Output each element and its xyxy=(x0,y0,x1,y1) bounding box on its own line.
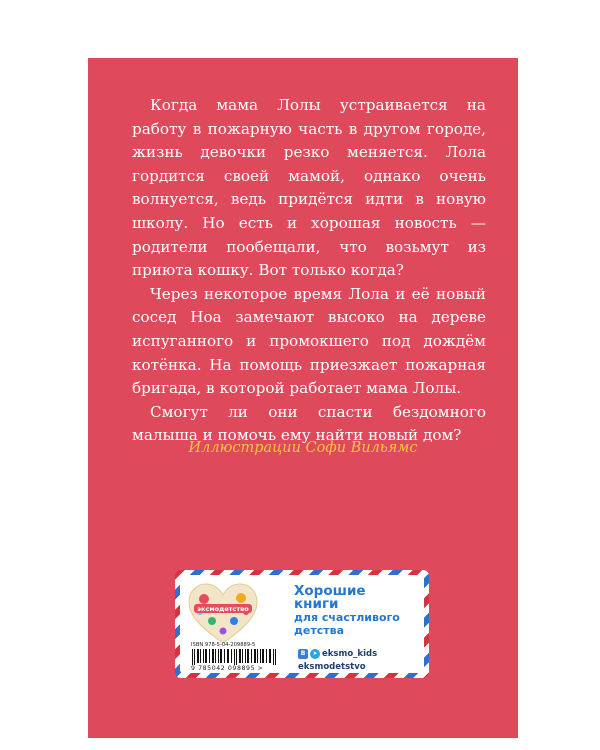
isbn-label: ISBN 978-5-04-209889-5 xyxy=(191,642,256,648)
book-blurb xyxy=(132,94,486,448)
slogan-line-1: Хорошие xyxy=(294,583,366,599)
slogan-line-3: для счастливого xyxy=(294,611,400,624)
slogan-line-2: книги xyxy=(294,596,339,612)
website-row xyxy=(298,660,377,673)
blurb-paragraph-2: Через некоторое время Лола и её новый сосед Ноа замечают высоко на дереве испуганного и промокшего под дождём котёнка. На помощь приезжает пожарная бригада, в которой работает мама Лолы. xyxy=(132,284,486,398)
heart-logo-icon xyxy=(186,581,260,647)
social-row xyxy=(298,647,377,660)
barcode-digits: 9 785042 098895 > xyxy=(191,665,264,672)
isbn-block xyxy=(191,642,279,674)
telegram-icon[interactable]: ➤ xyxy=(310,649,320,659)
publisher-slogan xyxy=(294,585,414,637)
publisher-logo-text: эксмодетство xyxy=(197,605,249,613)
blurb-paragraph-3: Смогут ли они спасти бездомного малыша и помочь ему найти новый дом? xyxy=(132,402,486,445)
social-handle[interactable]: eksmo_kids xyxy=(322,648,378,659)
social-links xyxy=(298,647,377,673)
website-link[interactable]: eksmodetstvo xyxy=(298,661,366,672)
barcode-icon xyxy=(191,649,279,665)
slogan-line-4: детства xyxy=(294,624,344,637)
blurb-paragraph-1: Когда мама Лолы устраивается на работу в пожарную часть в другом городе, жизнь девочки резко меняется. Лола гордится своей мамой, однако очень волнуется, ведь придётся идти в новую школу. Но есть и хорошая новость — родители пообещали, что возьмут из приюта кошку. Вот только когда? xyxy=(132,96,486,280)
illustrator-credit: Иллюстрации Софи Вильямс xyxy=(188,440,418,456)
card-inner xyxy=(180,575,424,673)
vk-icon[interactable]: B xyxy=(298,649,308,659)
publisher-card xyxy=(175,570,429,678)
